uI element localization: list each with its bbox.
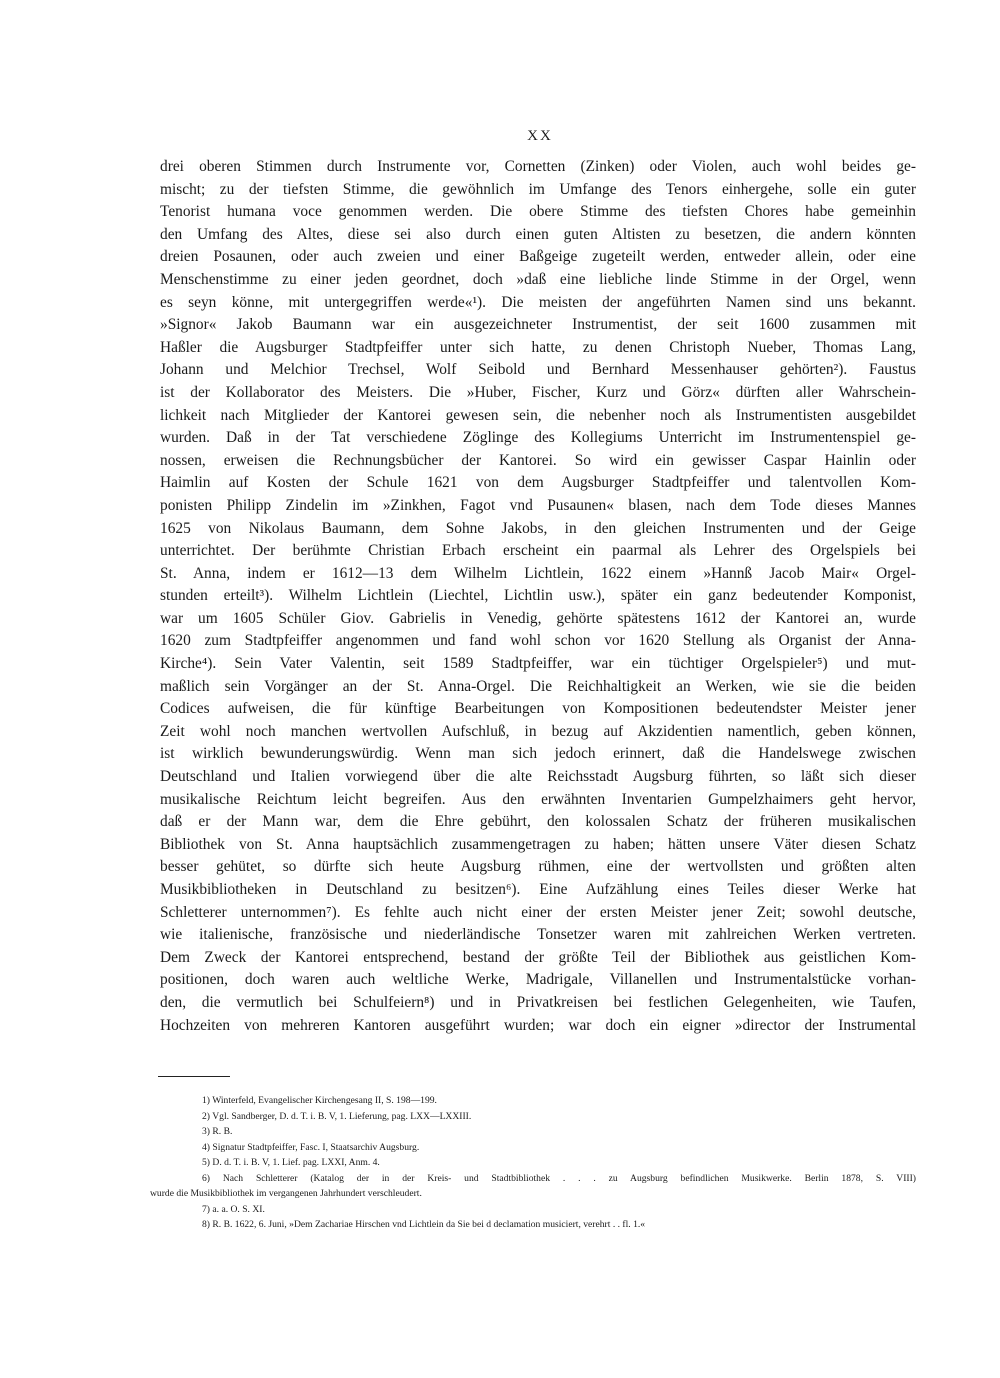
text-line: Schletterer unternommen⁷). Es fehlte auch nicht einer der ersten Meister jener Zeit; sowohl deutsche, xyxy=(160,903,916,921)
footnote: 5) D. d. T. i. B. V, 1. Lief. pag. LXXI, Anm. 4. xyxy=(202,1157,380,1168)
text-line: maßlich sein Vorgänger an der St. Anna-Orgel. Die Reichhaltigkeit an Werken, wie sie die beiden xyxy=(160,677,916,695)
text-line: daß er der Mann war, dem die Ehre gebührt, den kolossalen Schatz der früheren musikalischen xyxy=(160,813,916,831)
text-line: ist der Kollaborator des Meisters. Die »Huber, Fischer, Kurz und Görz« dürften aller Wahrschein- xyxy=(160,383,916,401)
text-line: Dem Zweck der Kantorei entsprechend, bestand der größte Teil der Bibliothek aus geistlichen Kom- xyxy=(160,948,916,966)
footnote: 8) R. B. 1622, 6. Juni, »Dem Zachariae Hirschen vnd Lichtlein da Sie bei d declamation musiciert, verehrt . . fl. 1.« xyxy=(202,1219,646,1230)
text-line: Kirche⁴). Sein Vater Valentin, seit 1589 Stadtpfeiffer, war ein tüchtiger Orgelspieler⁵) und mut- xyxy=(160,655,916,673)
footnote: 3) R. B. xyxy=(202,1126,233,1137)
page-number: XX xyxy=(527,128,553,144)
footnote: 6) Nach Schletterer (Katalog der in der Kreis- und Stadtbibliothek . . . zu Augsburg befindlichen Musikwerke. Berlin 1878, S. VIII) xyxy=(202,1172,916,1184)
text-line: dreien Posaunen, oder auch zweien und einer Baßgeige zugeteilt werden, entweder allein, oder eine xyxy=(160,248,916,266)
footnote: 2) Vgl. Sandberger, D. d. T. i. B. V, 1. Lieferung, pag. LXX—LXXIII. xyxy=(202,1110,472,1122)
text-line: Tenorist humana voce genommen werden. Die obere Stimme des tiefsten Chores habe gemeinhin xyxy=(160,203,916,221)
text-line: wurden. Daß in der Tat verschiedene Zöglinge des Kollegiums Unterricht im Instrumentenspiel ge- xyxy=(160,429,916,447)
text-line: lichkeit nach Mitglieder der Kantorei gewesen sein, die nebenher noch als Instrumentisten ausgebildet xyxy=(160,406,916,424)
text-line: drei oberen Stimmen durch Instrumente vor, Cornetten (Zinken) oder Violen, auch wohl beides ge- xyxy=(160,158,916,175)
text-line: wie italienische, französische und niederländische Tonsetzer waren mit zahlreichen Werken vertreten. xyxy=(160,926,916,944)
text-line: Haimlin auf Kosten der Schule 1621 von dem Augsburger Stadtpfeiffer und talentvollen Kom- xyxy=(160,474,916,492)
text-line: positionen, doch waren auch weltliche Werke, Madrigale, Villanellen und Instrumentalstücke vorhan- xyxy=(160,971,916,989)
body-text xyxy=(160,156,916,1037)
footnote-continuation: wurde die Musikbibliothek im vergangenen Jahrhundert verschleudert. xyxy=(150,1188,422,1199)
text-line: Musikbibliotheken in Deutschland zu besitzen⁶). Eine Aufzählung eines Teiles dieser Werke hat xyxy=(160,881,916,898)
text-line: den Umfang des Altes, diese sei also durch einen guten Altisten zu besetzen, die andern könnten xyxy=(160,225,916,243)
text-line: 1620 zum Stadtpfeiffer angenommen und fand wohl schon vor 1620 Stellung als Organist der Anna- xyxy=(160,632,916,650)
text-line: besser gehütet, so dürfte sich heute Augsburg rühmen, eine der wertvollsten und größten alten xyxy=(160,858,916,876)
text-line: unterrichtet. Der berühmte Christian Erbach erscheint ein paarmal als Lehrer des Orgelspiels bei xyxy=(160,542,916,560)
text-line: mischt; zu der tiefsten Stimme, die gewöhnlich im Umfange des Tenors einhergehe, solle ein guter xyxy=(160,180,916,198)
text-line: Bibliothek von St. Anna hauptsächlich zusammengetragen zu haben; hätten unsere Väter diesen Schatz xyxy=(160,835,916,853)
text-line: war um 1605 Schüler Giov. Gabrielis in Venedig, gehörte spätestens 1612 der Kantorei an, wurde xyxy=(160,609,916,627)
text-line: musikalische Reichtum leicht begreifen. Aus den erwähnten Inventarien Gumpelzhaimers geht hervor, xyxy=(160,790,916,808)
text-line: Haßler die Augsburger Stadtpfeiffer unter sich hatte, zu denen Christoph Nueber, Thomas Lang, xyxy=(160,338,916,356)
text-line: 1625 von Nikolaus Baumann, dem Sohne Jakobs, in den gleichen Instrumenten und der Geige xyxy=(160,519,916,537)
text-line: Deutschland und Italien vorwiegend über die alte Reichsstadt Augsburg führten, so läßt sich dieser xyxy=(160,768,916,786)
text-line: Hochzeiten von mehreren Kantoren ausgeführt wurden; war doch ein eigner »director der Instrumental xyxy=(160,1016,916,1034)
text-line: nossen, erweisen die Rechnungsbücher der Kantorei. So wird ein gewisser Caspar Hainlin oder xyxy=(160,451,916,469)
text-line: Johann und Melchior Trechsel, Wolf Seibold und Bernhard Messenhauser gehörten²). Faustus xyxy=(160,361,916,379)
text-line: ponisten Philipp Zindelin im »Zinkhen, Fagot vnd Pusaunen« blasen, nach dem Tode dieses Mannes xyxy=(160,496,916,514)
footnote: 4) Signatur Stadtpfeiffer, Fasc. I, Staatsarchiv Augsburg. xyxy=(202,1141,420,1153)
footnote: 1) Winterfeld, Evangelischer Kirchengesang II, S. 198—199. xyxy=(202,1095,437,1106)
footnotes xyxy=(150,1093,916,1233)
text-line: ist wirklich bewunderungswürdig. Wenn man sich jedoch erinnert, daß die Handelswege zwischen xyxy=(160,745,916,763)
text-line: St. Anna, indem er 1612—13 dem Wilhelm Lichtlein, 1622 einem »Hannß Jacob Mair« Orgel- xyxy=(160,564,916,582)
text-line: Zeit wohl noch manchen wertvollen Aufschluß, in bezug auf Akzidentien namentlich, geben können, xyxy=(160,722,916,740)
footnote-divider xyxy=(158,1076,230,1077)
text-line: Codices aufweisen, die für künftige Bearbeitungen von Kompositionen bedeutendster Meister jener xyxy=(160,700,916,718)
text-line: Menschenstimme zu einer jeden geordnet, doch »daß eine liebliche linde Stimme in der Orgel, wenn xyxy=(160,270,916,288)
text-line: »Signor« Jakob Baumann war ein ausgezeichneter Instrumentist, der seit 1600 zusammen mit xyxy=(160,316,916,334)
text-line: es seyn könne, mit untergegriffen werde«¹). Die meisten der angeführten Namen sind uns bekannt. xyxy=(160,293,916,311)
text-line: den, die vermutlich bei Schulfeiern⁸) und in Privatkreisen bei festlichen Gelegenheiten, wie Taufen, xyxy=(160,993,916,1011)
footnote: 7) a. a. O. S. XI. xyxy=(202,1203,265,1215)
text-line: stunden erteilt³). Wilhelm Lichtlein (Liechtel, Lichtlin usw.), später ein ganz bedeutender Komponist, xyxy=(160,587,916,605)
